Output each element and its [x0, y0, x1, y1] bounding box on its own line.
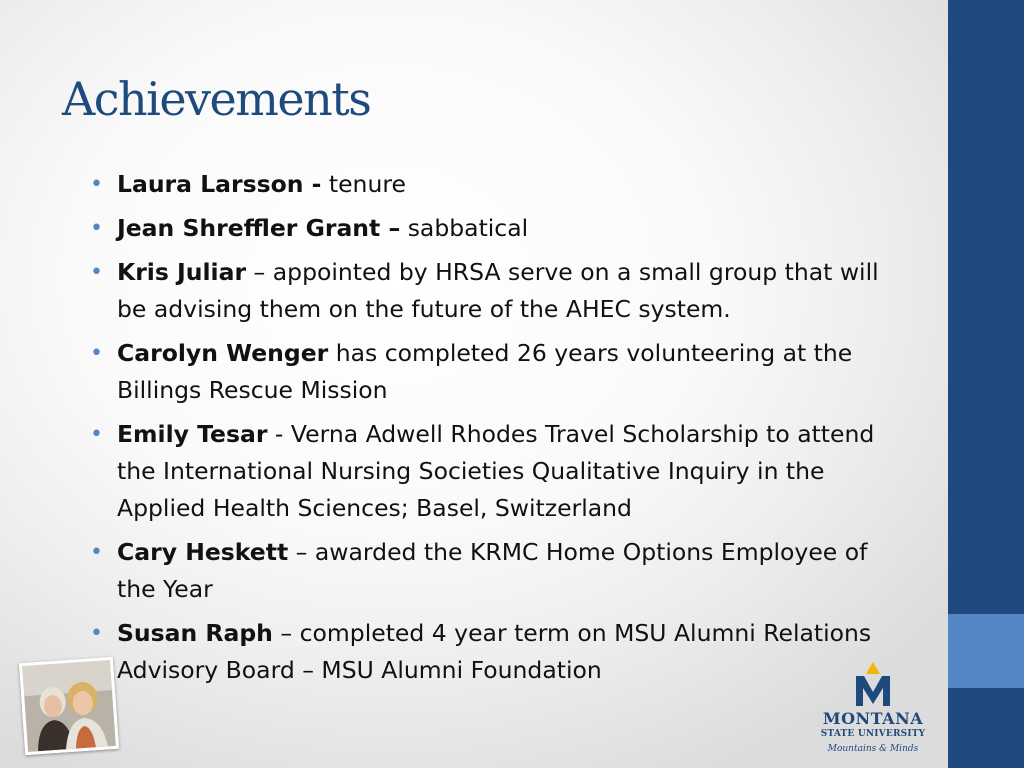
person-name: Carolyn Wenger — [117, 339, 329, 367]
achievement-text: tenure — [321, 170, 406, 198]
logo-tagline: Mountains & Minds — [827, 744, 919, 754]
msu-m-icon — [814, 660, 932, 710]
person-name: Jean Shreffler Grant – — [117, 214, 401, 242]
achievement-text: sabbatical — [400, 214, 529, 242]
bullet-icon: • — [90, 621, 103, 646]
achievement-text: – appointed by HRSA serve on a small group that will be advising them on the future of the AHEC system. — [117, 258, 879, 323]
slide-title: Achievements — [62, 72, 371, 126]
bullet-icon: • — [90, 216, 103, 241]
bullet-icon: • — [90, 341, 103, 366]
photo-of-two-women — [19, 657, 119, 755]
person-name: Cary Heskett — [117, 538, 289, 566]
person-name: Laura Larsson - — [117, 170, 322, 198]
person-name: Susan Raph — [117, 619, 273, 647]
person-name: Emily Tesar — [117, 420, 268, 448]
achievement-text: – awarded the KRMC Home Options Employee of the Year — [117, 538, 868, 603]
logo-name: MONTANA — [822, 709, 924, 728]
achievements-list — [90, 166, 910, 696]
achievement-text: - Verna Adwell Rhodes Travel Scholarship to attend the International Nursing Societies Qualitative Inquiry in the Applied Health Sciences; Basel, Switzerland — [117, 420, 875, 522]
list-item — [90, 335, 910, 409]
bullet-icon: • — [90, 540, 103, 565]
bullet-icon: • — [90, 172, 103, 197]
bullet-icon: • — [90, 422, 103, 447]
achievement-text: has completed 26 years volunteering at the Billings Rescue Mission — [117, 339, 853, 404]
photo-icon — [22, 660, 116, 752]
list-item — [90, 534, 910, 608]
list-item — [90, 254, 910, 328]
list-item — [90, 615, 910, 689]
list-item — [90, 210, 910, 247]
list-item — [90, 416, 910, 527]
side-bar-accent — [948, 614, 1024, 688]
list-item — [90, 166, 910, 203]
bullet-icon: • — [90, 260, 103, 285]
msu-logo — [814, 660, 932, 760]
achievement-text: – completed 4 year term on MSU Alumni Relations Advisory Board – MSU Alumni Foundation — [117, 619, 872, 684]
logo-subtitle: STATE UNIVERSITY — [820, 729, 926, 739]
person-name: Kris Juliar — [117, 258, 247, 286]
